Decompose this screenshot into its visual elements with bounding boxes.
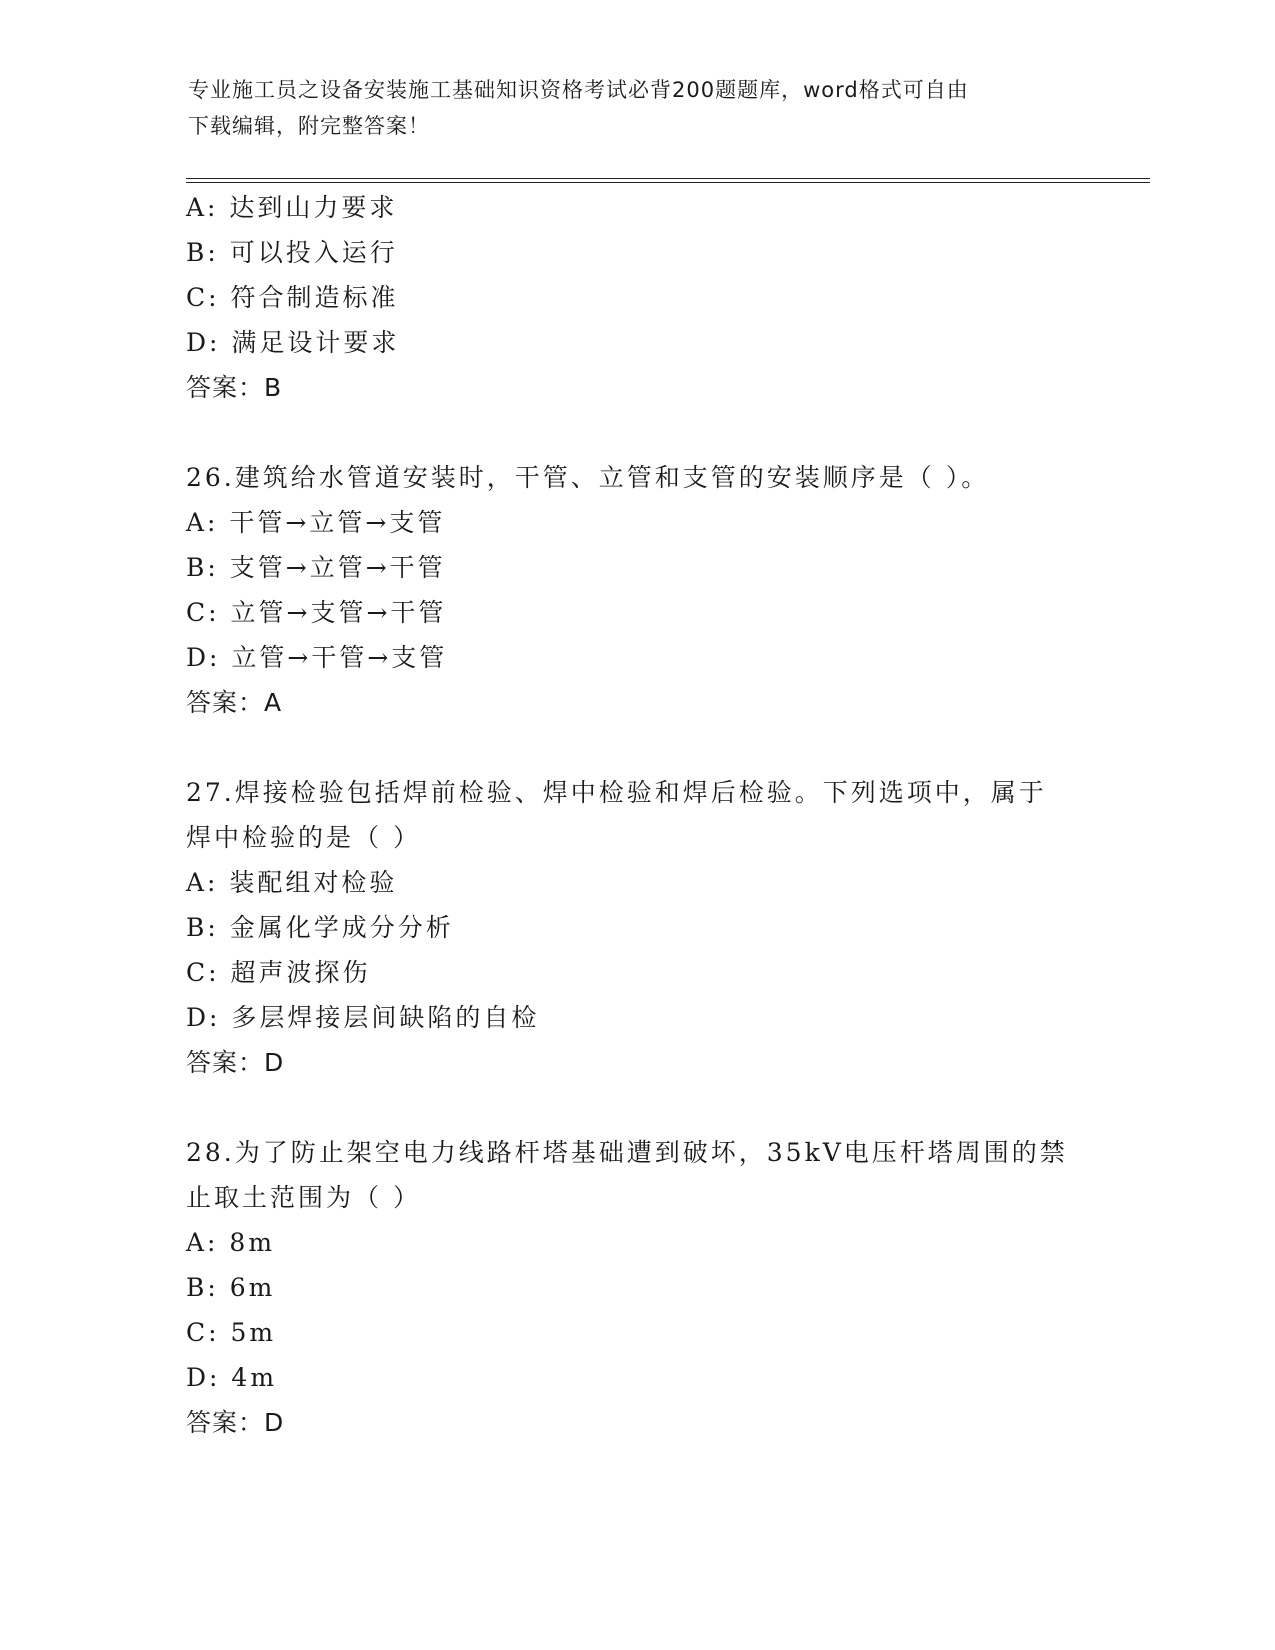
q27-answer: 答案：D	[186, 1048, 285, 1077]
q27-option-b: B: 金属化学成分分析	[186, 913, 454, 942]
q28-stem-line-2: 止取土范围为（ ）	[186, 1183, 421, 1212]
q25-option-d: D: 满足设计要求	[186, 328, 400, 357]
q26-option-c: C: 立管→支管→干管	[186, 598, 447, 627]
q25-answer: 答案：B	[186, 373, 283, 402]
q27-option-a: A: 装配组对检验	[186, 868, 398, 897]
q27-stem-line-1: 27.焊接检验包括焊前检验、焊中检验和焊后检验。下列选项中，属于	[186, 778, 1047, 807]
q28-stem-line-1: 28.为了防止架空电力线路杆塔基础遭到破坏，35kV电压杆塔周围的禁	[186, 1138, 1068, 1167]
q26-stem: 26.建筑给水管道安装时，干管、立管和支管的安装顺序是（ ）。	[186, 463, 990, 492]
q28-option-b: B: 6m	[186, 1273, 276, 1302]
q26-option-b: B: 支管→立管→干管	[186, 553, 446, 582]
q27-option-d: D: 多层焊接层间缺陷的自检	[186, 1003, 540, 1032]
q28-option-d: D: 4m	[186, 1363, 278, 1392]
document-header	[188, 72, 1088, 144]
q27-option-c: C: 超声波探伤	[186, 958, 371, 987]
q25-option-b: B: 可以投入运行	[186, 238, 398, 267]
q25-option-a: A: 达到山力要求	[186, 193, 398, 222]
q26-answer: 答案：A	[186, 688, 283, 717]
q28-option-c: C: 5m	[186, 1318, 277, 1347]
q25-option-c: C: 符合制造标准	[186, 283, 399, 312]
header-divider	[186, 178, 1150, 183]
q28-option-a: A: 8m	[186, 1228, 276, 1257]
q28-answer: 答案：D	[186, 1408, 285, 1437]
q26-option-d: D: 立管→干管→支管	[186, 643, 448, 672]
q27-stem-line-2: 焊中检验的是（ ）	[186, 823, 421, 852]
header-line-1: 专业施工员之设备安装施工基础知识资格考试必背200题题库，word格式可自由	[188, 78, 969, 102]
q26-option-a: A: 干管→立管→支管	[186, 508, 446, 537]
header-line-2: 下载编辑，附完整答案！	[188, 114, 430, 138]
